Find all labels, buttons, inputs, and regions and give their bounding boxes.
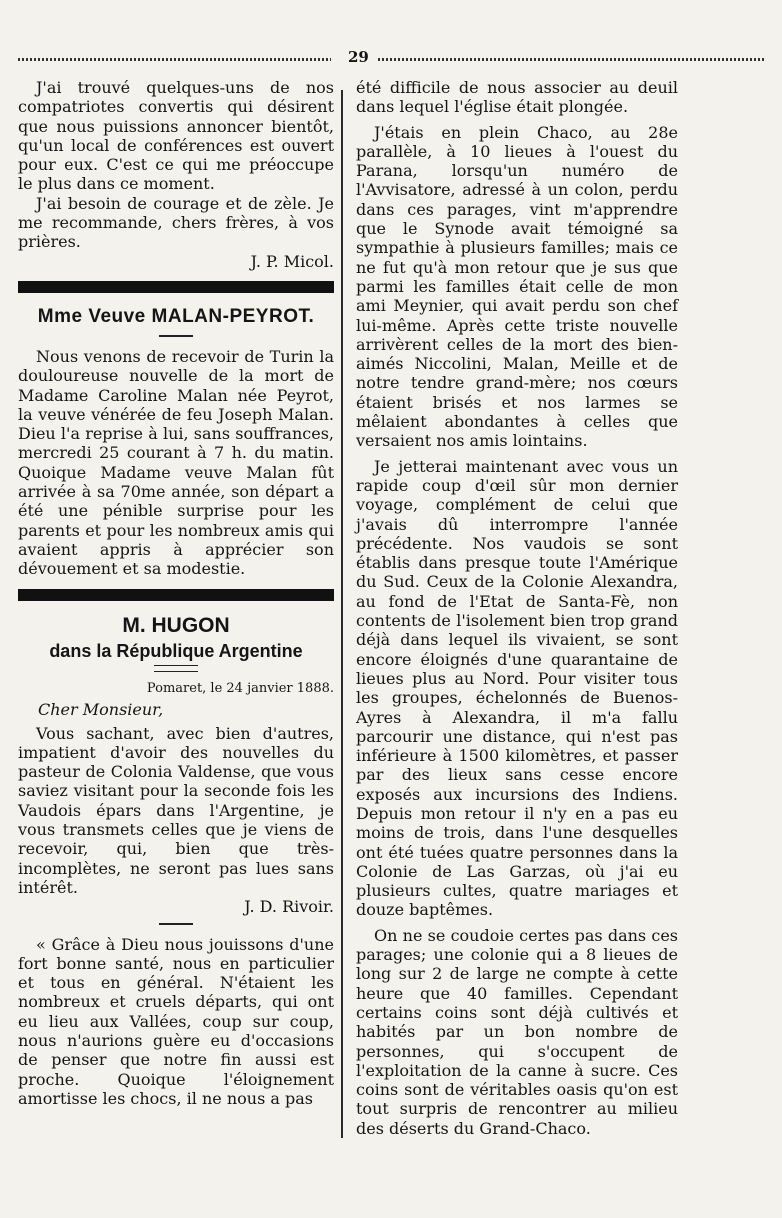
malan-article-text: Nous venons de recevoir de Turin la douloureuse nouvelle de la mort de Madame Caroline Malan née Peyrot, la veuve vénérée de feu Joseph Malan. Dieu l'a reprise à lui, sans souffrances, mercredi 25 courant à 7 h. du matin. Quoique Madame veuve Malan fût arrivée à sa 70me année, son départ a été une pénible surprise pour les parents et pour les nombreux amis qui avaient appris à apprécier son dévouement et sa modestie. (18, 346, 334, 579)
micol-signature: J. P. Micol. (250, 251, 334, 271)
right-column (356, 78, 678, 1138)
page-header (18, 48, 766, 68)
page-number: 29 (348, 48, 369, 66)
column-divider (341, 90, 343, 1138)
letter-paragraph: J'étais en plein Chaco, au 28e parallèle, à 10 lieues à l'ouest du Parana, lorsqu'un numéro de l'Avvisatore, adressé à un colon, perdu dans ces parages, vint m'apprendre que le Synode avait témoigné sa sympathie à plusieurs familles; mais ce ne fut qu'à mon retour que je sus que parmi les familles était celle de mon ami Meynier, qui avait perdu son chef lui-même. Après cette triste nouvelle arrivèrent celles de la mort des bien-aimés Niccolini, Malan, Meille et de notre tendre grand-mère; nos cœurs étaient brisés et nos larmes se mêlaient abondantes à celles que versaient nos amis lointains. (356, 122, 678, 451)
double-rule (154, 665, 198, 672)
micol-paragraph: J'ai trouvé quelques-uns de nos compatriotes convertis qui désirent que nous puissions annoncer bientôt, qu'un local de conférences est ouvert pour eux. C'est ce qui me préoccupe le plus dans ce moment. (18, 78, 334, 194)
letter-body-start: « Grâce à Dieu nous jouissons d'une fort bonne santé, nous en particulier et tous en général. N'étaient les nombreux et cruels départs, qui ont eu lieu aux Vallées, coup sur coup, nous n'aurions guère eu d'occasions de penser que notre fin aussi est proche. Quoique l'éloignement amortisse les chocs, il ne nous a pas (18, 934, 334, 1108)
micol-paragraph: J'ai besoin de courage et de zèle. Je me recommande, chers frères, à vos prières. (18, 193, 334, 252)
article-title-malan: Mme Veuve MALAN-PEYROT. (37, 305, 315, 327)
article-subtitle-hugon: dans la République Argentine (49, 640, 303, 661)
section-rule (18, 281, 334, 293)
header-ornament-left (18, 58, 331, 61)
header-ornament-right (378, 58, 766, 61)
left-column (18, 78, 334, 1108)
letter-salutation: Cher Monsieur, (38, 699, 164, 719)
letter-paragraph: Je jetterai maintenant avec vous un rapide coup d'œil sûr mon dernier voyage, complément de celui que j'avais dû interrompre l'année précédente. Nos vaudois se sont établis dans presque toute l'Amérique du Sud. Ceux de la Colonie Alexandra, au fond de l'Etat de Santa-Fè, non contents de l'isolement bien trop grand déjà dans lequel ils vivaient, se sont encore éloignés d'une quarantaine de lieues plus au Nord. Pour visiter tous les groupes, échelonnés de Buenos-Ayres à Alexandra, il m'a fallu parcourir une distance, qui n'est pas inférieure à 1500 kilomètres, et passer par des lieux sans cesse encore exposés aux incursions des Indiens. Depuis mon retour il n'y en a pas eu moins de trois, dans l'une desquelles ont été tuées quatre personnes dans la Colonie de Las Garzas, où j'ai eu plusieurs cultes, quatre mariages et douze baptêmes. (356, 456, 678, 920)
rivoir-signature: J. D. Rivoir. (244, 897, 334, 917)
separator-dash (159, 923, 193, 925)
section-rule (18, 589, 334, 601)
hugon-intro-text: Vous sachant, avec bien d'autres, impatient d'avoir des nouvelles du pasteur de Colonia Valdense, que vous saviez visitant pour la seconde fois les Vaudois épars dans l'Argentine, je vous transmets celles que je viens de recevoir, qui, bien que très-incomplètes, ne seront pas lues sans intérêt. (18, 723, 334, 897)
letter-paragraph: On ne se coudoie certes pas dans ces parages; une colonie qui a 8 lieues de long sur 2 de large ne compte à cette heure que 40 familles. Cependant certains coins sont déjà cultivés et habités par un bon nombre de personnes, qui s'occupent de l'exploitation de la canne à sucre. Ces coins sont de véritables oasis qu'on est tout surpris de rencontrer au milieu des déserts du Grand-Chaco. (356, 925, 678, 1138)
article-title-hugon: M. HUGON (122, 613, 230, 637)
letter-paragraph: été difficile de nous associer au deuil dans lequel l'église était plongée. (356, 78, 678, 117)
title-dash (159, 335, 193, 337)
letter-date: Pomaret, le 24 janvier 1888. (146, 680, 334, 696)
